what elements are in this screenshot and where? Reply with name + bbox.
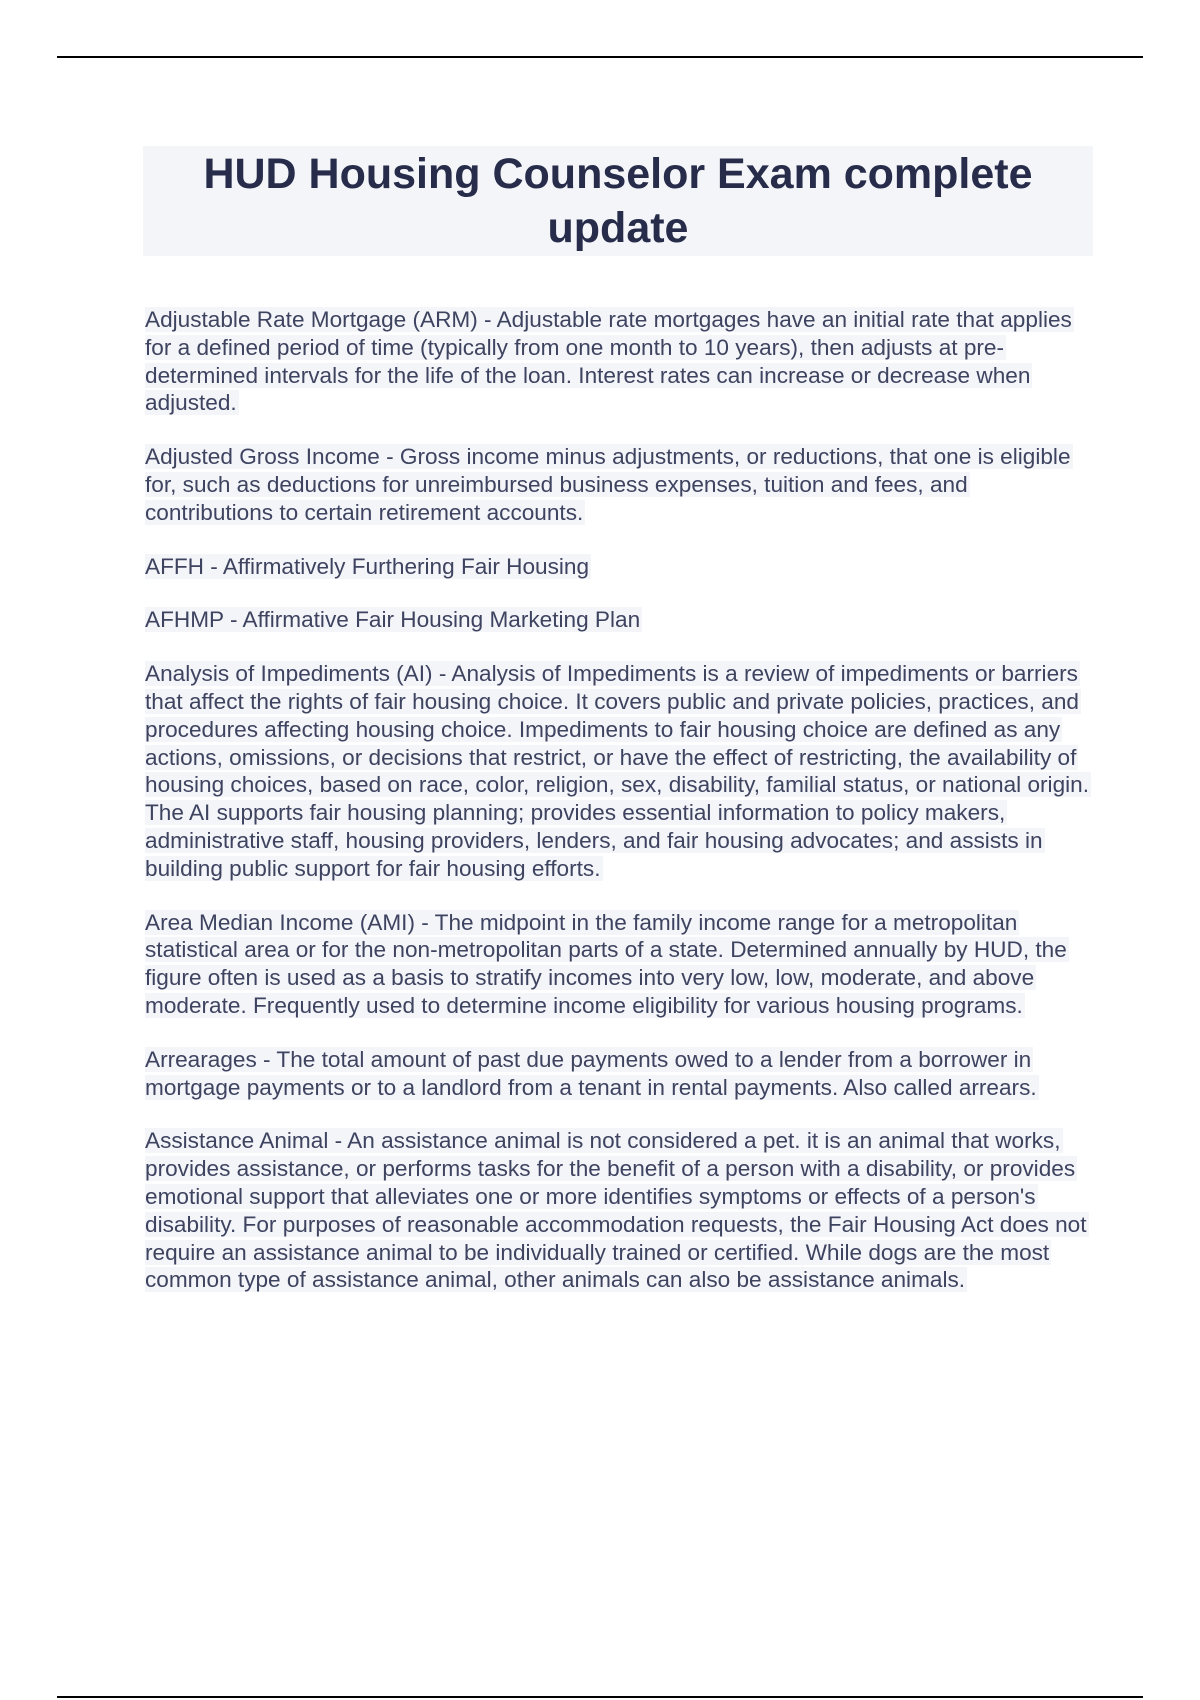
glossary-entry	[145, 306, 1095, 417]
title-banner	[143, 146, 1093, 256]
glossary-entry	[145, 1046, 1095, 1102]
glossary-entry	[145, 1127, 1095, 1294]
entry-text: Assistance Animal - An assistance animal is not considered a pet. it is an animal that works, provides assistance, or performs tasks for the benefit of a person with a disability, or provides emotional support that alleviates one or more identifies symptoms or effects of a person's disability. For purposes of reasonable accommodation requests, the Fair Housing Act does not require an assistance animal to be individually trained or certified. While dogs are the most common type of assistance animal, other animals can also be assistance animals.	[145, 1128, 1087, 1293]
entry-text: AFHMP - Affirmative Fair Housing Marketing Plan	[145, 607, 641, 633]
entry-text: Adjustable Rate Mortgage (ARM) - Adjustable rate mortgages have an initial rate that applies for a defined period of time (typically from one month to 10 years), then adjusts at pre-determined intervals for the life of the loan. Interest rates can increase or decrease when adjusted.	[145, 307, 1072, 416]
entry-text: Adjusted Gross Income - Gross income minus adjustments, or reductions, that one is eligible for, such as deductions for unreimbursed business expenses, tuition and fees, and contributions to certain retirement accounts.	[145, 444, 1071, 525]
entry-text: Arrearages - The total amount of past due payments owed to a lender from a borrower in mortgage payments or to a landlord from a tenant in rental payments. Also called arrears.	[145, 1046, 1037, 1100]
glossary-entries	[145, 306, 1095, 1320]
page-title: HUD Housing Counselor Exam complete update	[203, 150, 1033, 252]
entry-text: AFFH - Affirmatively Furthering Fair Housing	[145, 553, 590, 579]
glossary-entry	[145, 553, 1095, 581]
bottom-rule	[57, 1696, 1143, 1698]
entry-text: Area Median Income (AMI) - The midpoint in the family income range for a metropolitan statistical area or for the non-metropolitan parts of a state. Determined annually by HUD, the figure often is used as a basis to stratify incomes into very low, low, moderate, and above moderate. Frequently used to determine income eligibility for various housing programs.	[145, 909, 1067, 1018]
top-rule	[57, 56, 1143, 58]
glossary-entry	[145, 909, 1095, 1020]
entry-text: Analysis of Impediments (AI) - Analysis of Impediments is a review of impediments or barriers that affect the rights of fair housing choice. It covers public and private policies, practices, and procedures affecting housing choice. Impediments to fair housing choice are defined as any actions, omissions, or decisions that restrict, or have the effect of restricting, the availability of housing choices, based on race, color, religion, sex, disability, familial status, or national origin. The AI supports fair housing planning; provides essential information to policy makers, administrative staff, housing providers, lenders, and fair housing advocates; and assists in building public support for fair housing efforts.	[145, 661, 1089, 881]
glossary-entry	[145, 443, 1095, 526]
glossary-entry	[145, 606, 1095, 634]
glossary-entry	[145, 660, 1095, 882]
